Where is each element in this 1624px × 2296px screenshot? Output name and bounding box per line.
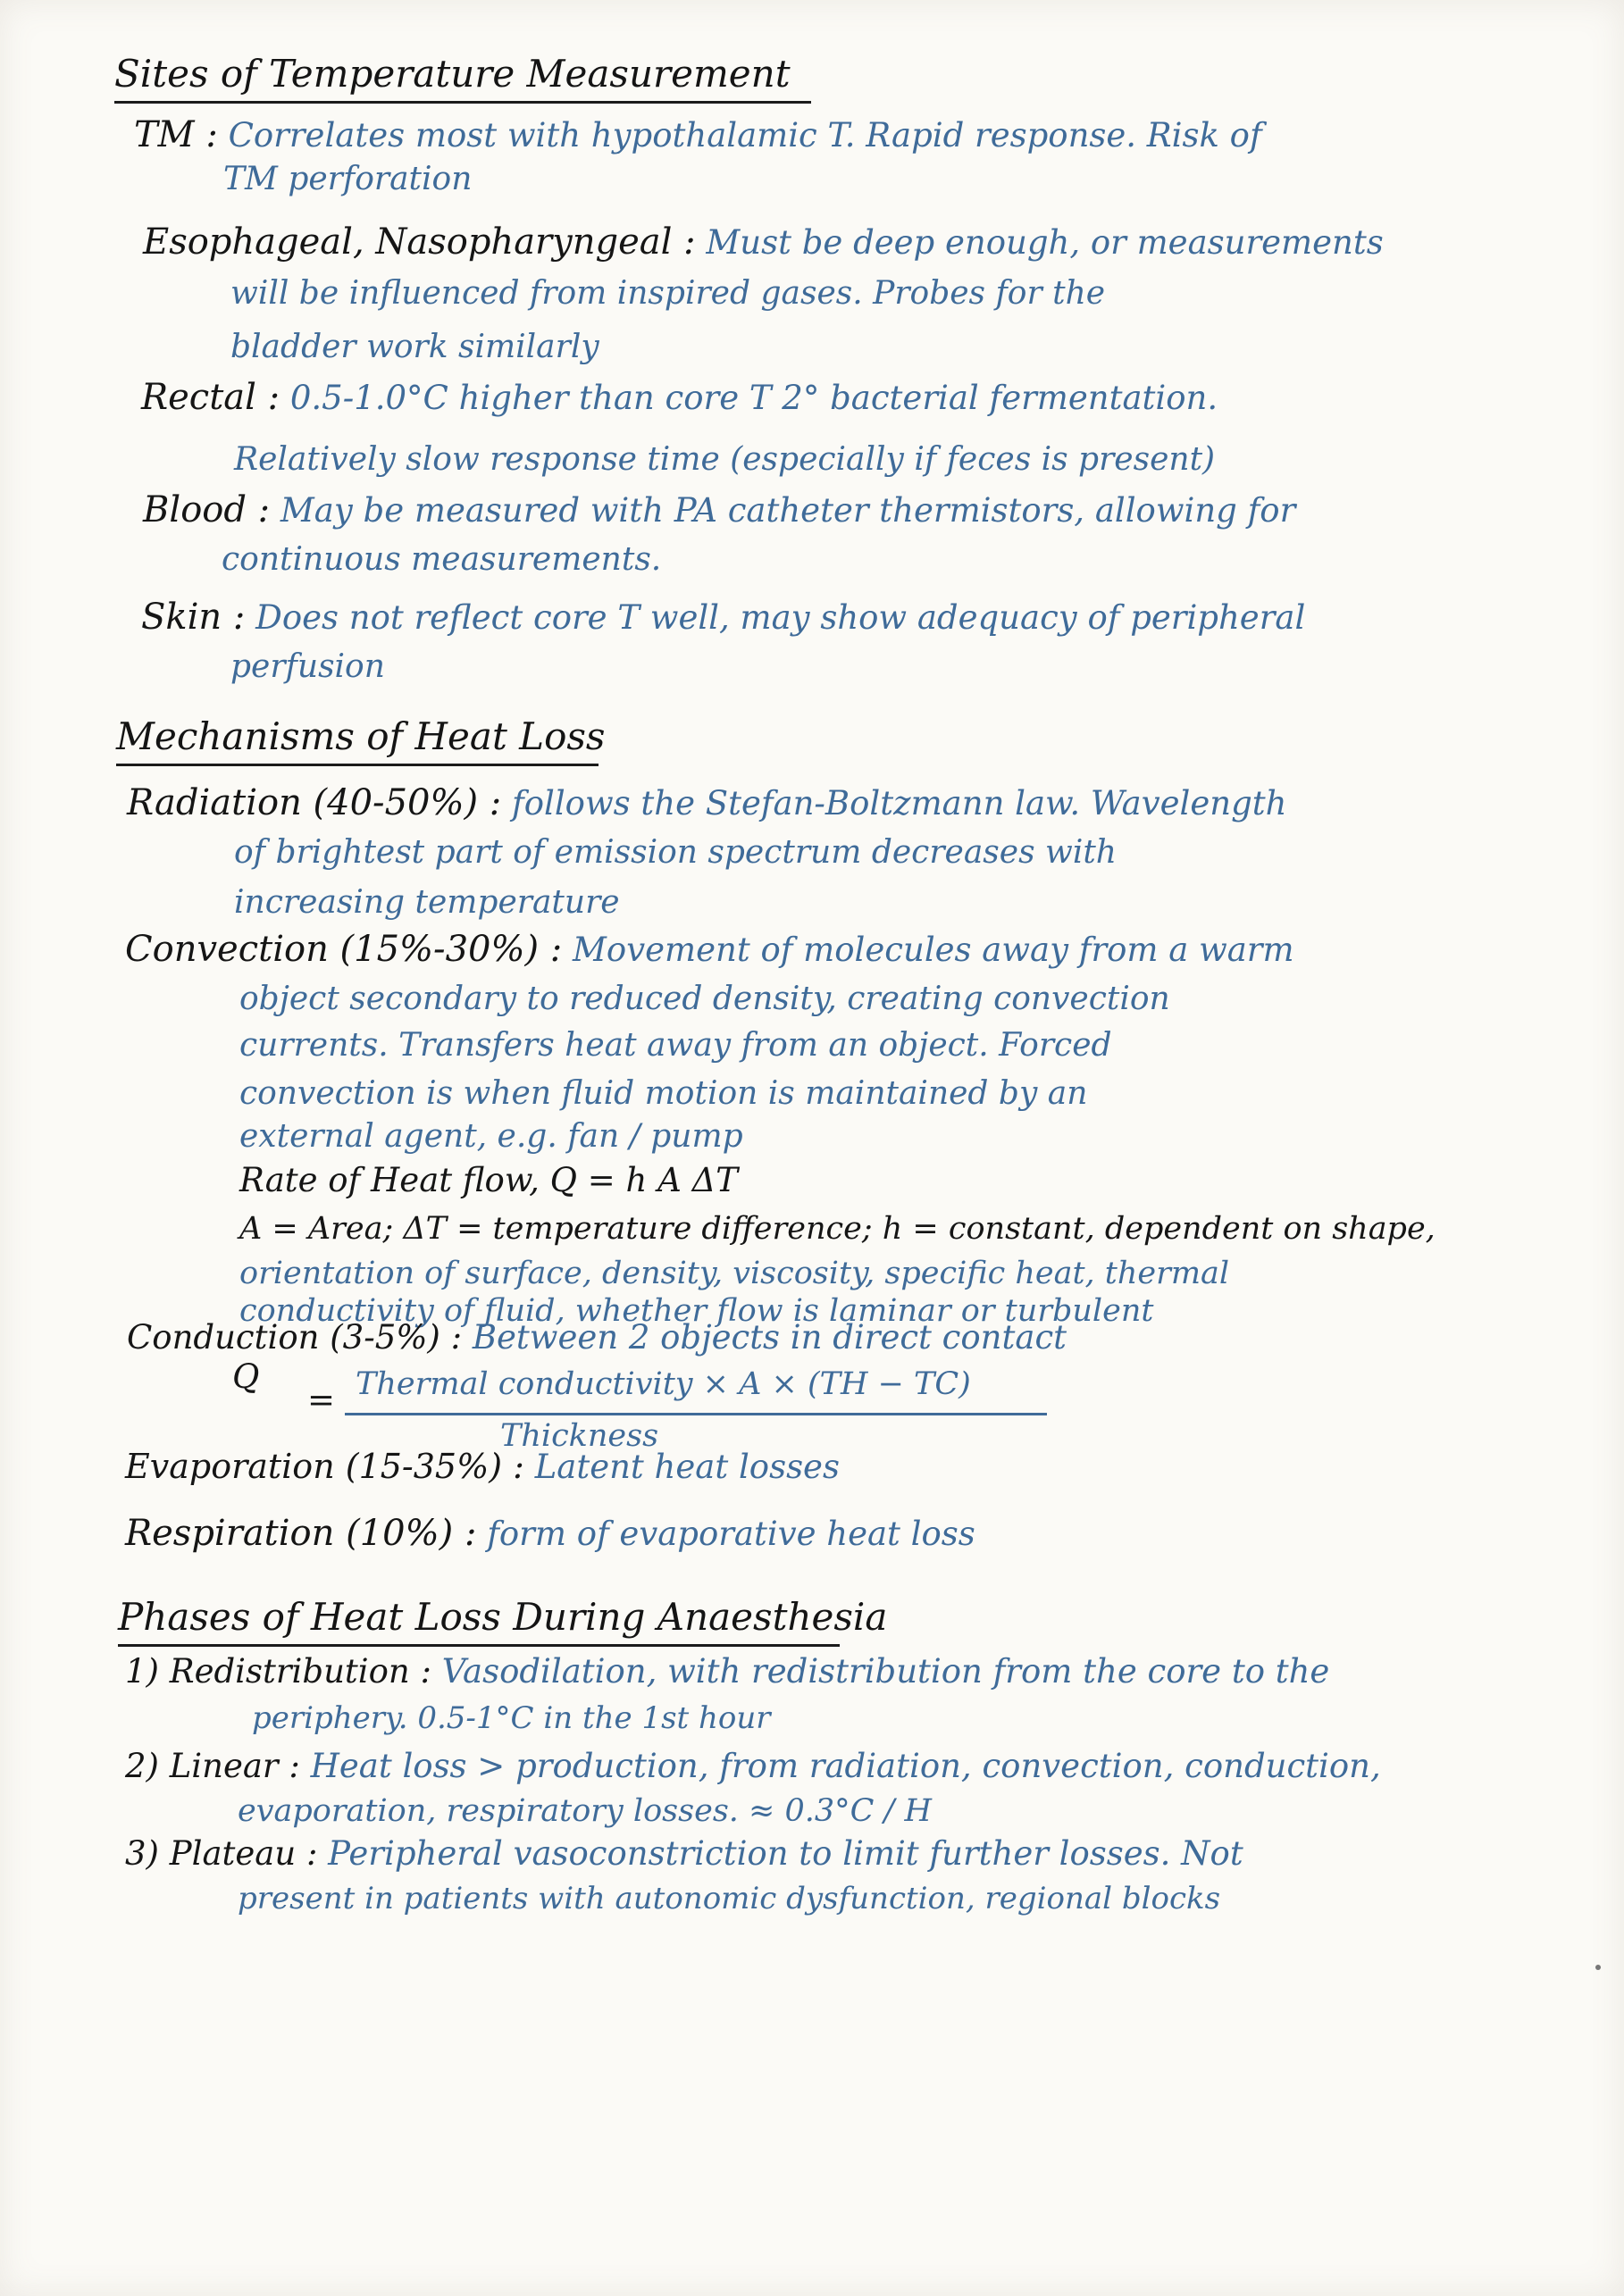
phase-3-text: Peripheral vasoconstriction to limit further losses. Not: [328, 1834, 1243, 1873]
equals-sign: =: [307, 1381, 336, 1419]
respiration-line: [125, 1513, 975, 1554]
eso-text-cont-2: bladder work similarly: [230, 329, 599, 365]
conduction-label: Conduction (3-5%) :: [127, 1318, 463, 1357]
rectal-text: 0.5-1.0°C higher than core T 2° bacterial fermentation.: [289, 379, 1218, 417]
phase-3-text-cont: present in patients with autonomic dysfunction, regional blocks: [238, 1881, 1221, 1916]
rate-line: [239, 1161, 738, 1199]
rectal-label: Rectal :: [141, 377, 280, 418]
conduction-line: [127, 1318, 1067, 1357]
rate-formula: Q = h A ΔT: [549, 1161, 738, 1199]
paper-speck: [1595, 1965, 1601, 1970]
conduction-text: Between 2 objects in direct contact: [472, 1318, 1067, 1357]
phase-1-text-cont: periphery. 0.5-1°C in the 1st hour: [252, 1700, 771, 1736]
convection-label: Convection (15%-30%) :: [125, 929, 563, 970]
q-symbol: Q: [232, 1357, 260, 1396]
mechanisms-heading: Mechanisms of Heat Loss: [116, 714, 599, 766]
formula-fraction-bar: [345, 1413, 1047, 1415]
phase-3-line: [125, 1834, 1243, 1873]
rate-definition-3: conductivity of fluid, whether flow is laminar or turbulent: [239, 1293, 1154, 1329]
phase-2-line: [125, 1747, 1381, 1785]
blood-line: [143, 489, 1295, 530]
phase-1-label: 1) Redistribution :: [125, 1652, 431, 1691]
phase-2-text: Heat loss > production, from radiation, convection, conduction,: [310, 1747, 1381, 1785]
radiation-label: Radiation (40-50%) :: [127, 782, 502, 823]
skin-text-cont: perfusion: [230, 648, 385, 685]
rate-definition-2: orientation of surface, density, viscosity, specific heat, thermal: [239, 1256, 1230, 1291]
rate-definition-1: A = Area; ΔT = temperature difference; h = constant, dependent on shape,: [239, 1211, 1436, 1247]
phase-1-text: Vasodilation, with redistribution from the core to the: [441, 1652, 1330, 1691]
blood-label: Blood :: [143, 489, 271, 530]
blood-text: May be measured with PA catheter thermistors, allowing for: [280, 491, 1296, 530]
eso-text: Must be deep enough, or measurements: [706, 223, 1384, 262]
convection-line: [125, 929, 1294, 970]
phase-2-label: 2) Linear :: [125, 1747, 300, 1785]
convection-text: Movement of molecules away from a warm: [573, 931, 1294, 969]
evaporation-text: Latent heat losses: [534, 1448, 840, 1486]
eso-line: [143, 221, 1384, 263]
phase-2-text-cont: evaporation, respiratory losses. ≈ 0.3°C / H: [238, 1793, 932, 1829]
respiration-text: form of evaporative heat loss: [487, 1515, 975, 1553]
skin-line: [141, 597, 1305, 638]
rectal-text-cont: Relatively slow response time (especially if feces is present): [234, 441, 1216, 478]
radiation-text-cont-1: of brightest part of emission spectrum decreases with: [234, 834, 1117, 871]
rate-label: Rate of Heat flow,: [239, 1161, 540, 1199]
convection-text-cont-4: external agent, e.g. fan / pump: [239, 1118, 743, 1155]
rectal-line: [141, 377, 1218, 418]
phase-1-line: [125, 1652, 1329, 1691]
convection-text-cont-2: currents. Transfers heat away from an object. Forced: [239, 1027, 1112, 1064]
formula-denominator: Thickness: [500, 1418, 659, 1454]
convection-text-cont-3: convection is when fluid motion is maintained by an: [239, 1075, 1088, 1112]
skin-text: Does not reflect core T well, may show adequacy of peripheral: [255, 598, 1306, 637]
phases-heading: Phases of Heat Loss During Anaesthesia: [118, 1595, 840, 1647]
skin-label: Skin :: [141, 597, 246, 638]
radiation-line: [127, 782, 1286, 823]
tm-label: TM :: [134, 114, 218, 155]
evaporation-label: Evaporation (15-35%) :: [125, 1447, 524, 1486]
eso-label: Esophageal, Nasopharyngeal :: [143, 221, 696, 263]
radiation-text: follows the Stefan-Boltzmann law. Wavelength: [512, 784, 1287, 822]
radiation-text-cont-2: increasing temperature: [234, 884, 620, 921]
sites-heading: Sites of Temperature Measurement: [114, 52, 811, 104]
tm-line: [134, 114, 1262, 155]
blood-text-cont: continuous measurements.: [222, 541, 662, 578]
phase-3-label: 3) Plateau :: [125, 1834, 318, 1873]
tm-text-cont: TM perforation: [223, 161, 473, 197]
tm-text: Correlates most with hypothalamic T. Rapid response. Risk of: [228, 116, 1262, 154]
eso-text-cont-1: will be influenced from inspired gases. Probes for the: [230, 275, 1106, 312]
evaporation-line: [125, 1447, 840, 1486]
respiration-label: Respiration (10%) :: [125, 1513, 477, 1554]
convection-text-cont-1: object secondary to reduced density, creating convection: [239, 981, 1170, 1017]
formula-numerator: Thermal conductivity × A × (TH − TC): [356, 1366, 971, 1402]
